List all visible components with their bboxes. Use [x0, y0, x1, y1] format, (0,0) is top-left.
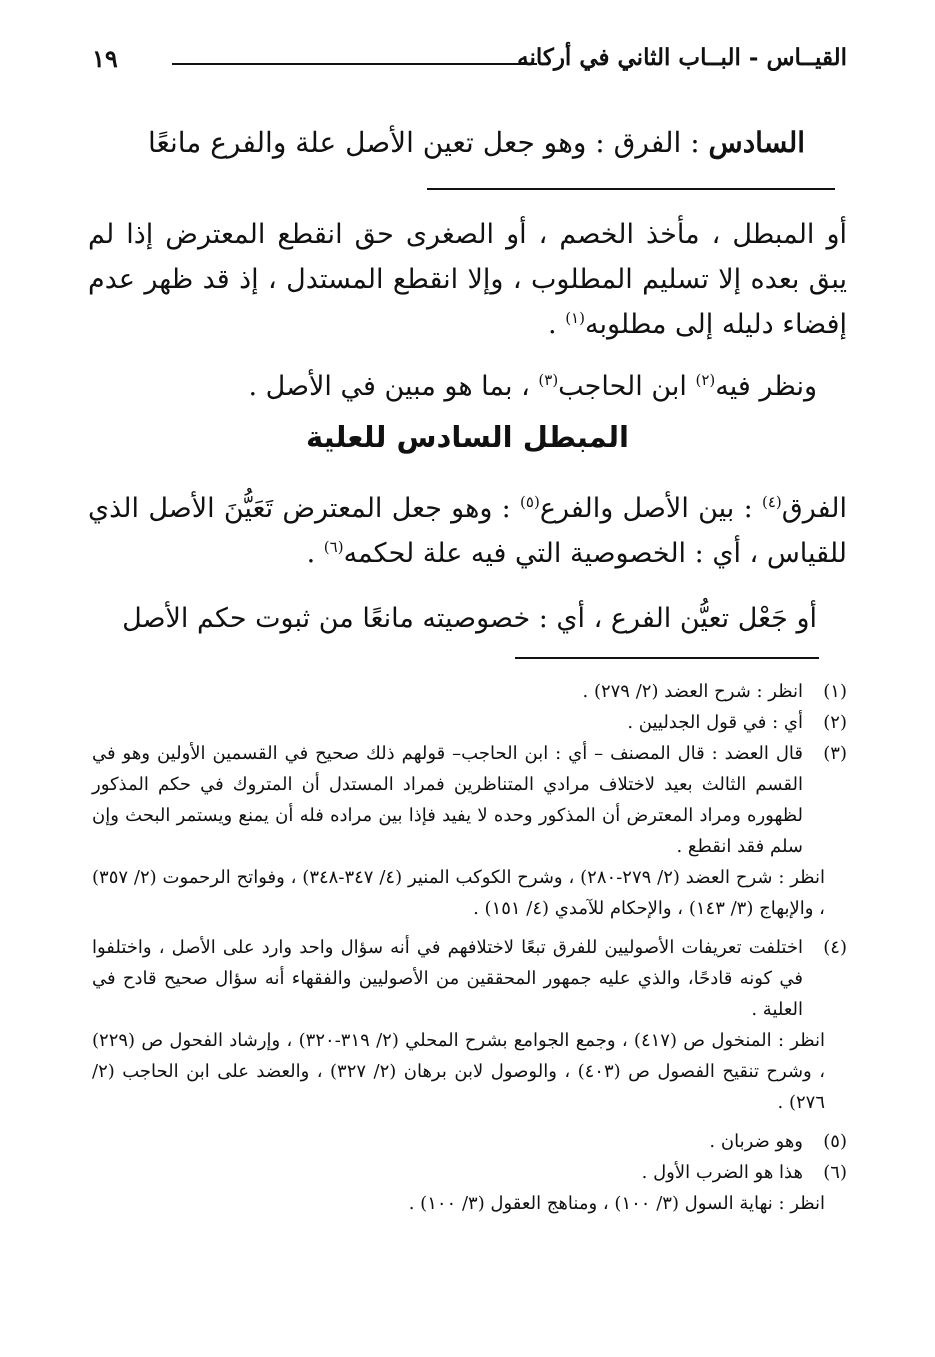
footnote-6-references: انظر : نهاية السول (٣/ ١٠٠) ، ومناهج العقول (٣/ ١٠٠) . — [408, 1193, 825, 1214]
footnote-2-number: (٢) — [823, 712, 847, 733]
paragraph-3-part-a: الفرق — [781, 493, 847, 524]
paragraph-2-part-a: ونظر فيه — [715, 371, 817, 402]
header-rule — [172, 63, 537, 65]
footnote-6-number: (٦) — [823, 1162, 847, 1183]
paragraph-1 — [88, 212, 847, 347]
section-heading — [148, 126, 805, 159]
page-number: ١٩ — [92, 44, 118, 73]
subheading: المبطل السادس للعلية — [306, 420, 629, 454]
running-header — [92, 44, 847, 84]
section-heading-rest: : الفرق : وهو جعل تعين الأصل علة والفرع مانعًا — [147, 126, 709, 159]
paragraph-4-text: أو جَعْل تعيُّن الفرع ، أي : خصوصيته مانعًا من ثبوت حكم الأصل — [122, 603, 817, 634]
footnote-ref-1: (١) — [565, 309, 585, 327]
footnote-separator — [515, 657, 819, 659]
footnote-1 — [92, 676, 847, 707]
footnote-ref-2: (٢) — [695, 371, 716, 389]
footnote-5-number: (٥) — [823, 1131, 847, 1152]
paragraph-3 — [88, 486, 847, 576]
footnote-4-text: اختلفت تعريفات الأصوليين للفرق تبعًا لاختلافهم في أنه سؤال واحد وارد على الأصل ، واختلفوا في كونه قادحًا، والذي عليه جمهور المحققين من الأصوليين والفقهاء أنه سؤال صحيح قادح في العلية . — [92, 937, 803, 1020]
footnote-6 — [92, 1157, 847, 1188]
footnote-ref-3: (٣) — [538, 371, 559, 389]
paragraph-2 — [88, 364, 817, 409]
footnote-3-references: انظر : شرح العضد (٢/ ٢٧٩-٢٨٠) ، وشرح الكوكب المنير (٤/ ٣٤٧-٣٤٨) ، وفواتح الرحموت (٢/ ٣٥٧) ، والإبهاج (٣/ ١٤٣) ، والإحكام للآمدي (٤/ ١٥١) . — [92, 867, 825, 919]
running-title: القيــاس - البــاب الثاني في أركانه — [517, 44, 847, 71]
footnote-4-number: (٤) — [823, 937, 847, 958]
footnote-5-text: وهو ضربان . — [709, 1131, 803, 1152]
footnote-ref-4: (٤) — [761, 493, 782, 511]
footnote-3-number: (٣) — [823, 743, 847, 764]
paragraph-2-part-b: ابن الحاجب — [558, 371, 696, 402]
footnote-5 — [92, 1126, 847, 1157]
footnote-3 — [92, 738, 847, 862]
footnote-2-text: أي : في قول الجدليين . — [627, 712, 803, 733]
footnote-1-text: انظر : شرح العضد (٢/ ٢٧٩) . — [582, 681, 803, 702]
footnote-4-references: انظر : المنخول ص (٤١٧) ، وجمع الجوامع بشرح المحلي (٢/ ٣١٩-٣٢٠) ، وإرشاد الفحول ص (٢٢٩) ، وشرح تنقيح الفصول ص (٤٠٣) ، والوصول لابن برهان (٢/ ٣٢٧) ، والعضد على ابن الحاجب (٢/ ٢٧٦) . — [92, 1030, 826, 1113]
heading-rule — [427, 188, 835, 190]
footnote-1-number: (١) — [823, 681, 847, 702]
footnote-4 — [92, 932, 847, 1025]
footnote-6-text: هذا هو الضرب الأول . — [641, 1162, 803, 1183]
footnote-ref-6: (٦) — [323, 538, 344, 556]
paragraph-1-end: . — [548, 309, 566, 340]
footnotes — [92, 676, 847, 1219]
paragraph-1-text: أو المبطل ، مأخذ الخصم ، أو الصغرى حق انقطع المعترض إذا لم يبق بعده إلا تسليم المطلوب ، وإلا انقطع المستدل ، إذ قد ظهر عدم إفضاء دليله إلى مطلوبه — [88, 219, 847, 340]
paragraph-4 — [88, 596, 817, 641]
footnote-2 — [92, 707, 847, 738]
section-heading-bold: السادس — [708, 126, 805, 159]
paragraph-3-part-d: . — [306, 538, 324, 569]
footnote-3-text: قال العضد : قال المصنف – أي : ابن الحاجب– قولهم ذلك صحيح في القسمين الأولين وهو في القسم الثالث بعيد لاختلاف مرادي المتناظرين فمراد المستدل أن المتروك في حكم المذكور لظهوره ومراد المعترض أن المذكور وحده لا يفيد فإذا بين مراده فله أن يمنع ويستمر البحث وإن سلم فقد انقطع . — [92, 743, 803, 857]
paragraph-3-part-b: : بين الأصل والفرع — [539, 493, 762, 524]
paragraph-2-part-c: ، بما هو مبين في الأصل . — [248, 371, 539, 402]
paragraph-3-part-c: : وهو جعل المعترض تَعَيُّنَ الأصل الذي للقياس ، أي : الخصوصية التي فيه علة لحكمه — [88, 493, 847, 569]
footnote-ref-5: (٥) — [520, 493, 540, 511]
